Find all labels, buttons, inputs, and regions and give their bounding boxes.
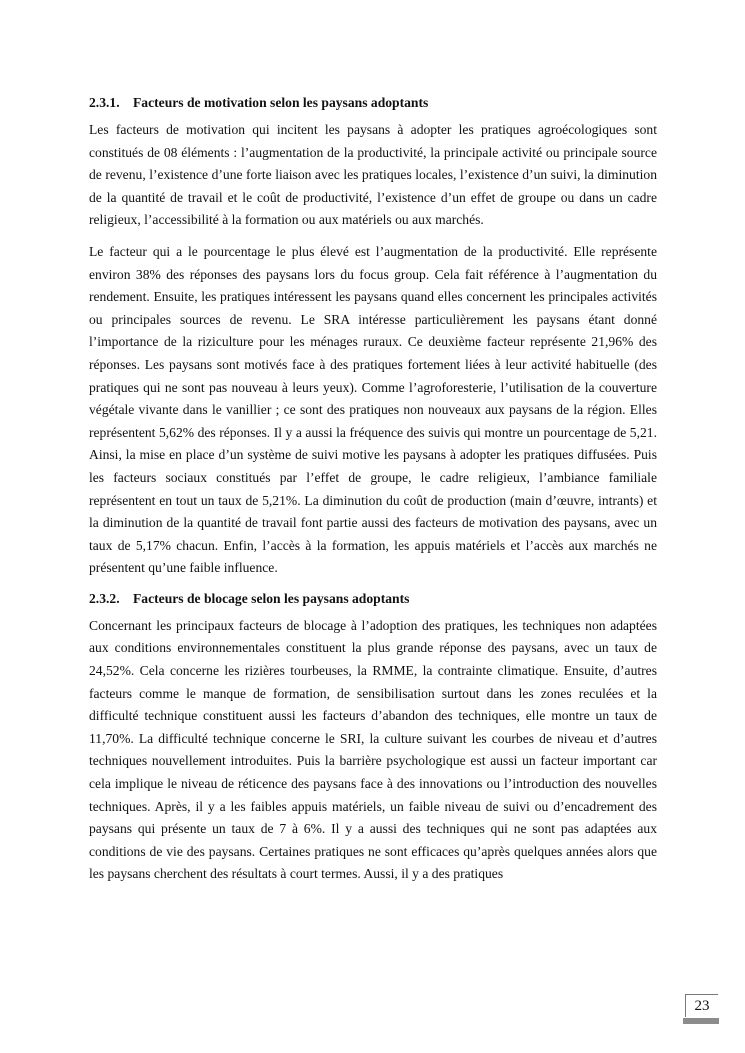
- section-heading-2-3-2: [89, 589, 657, 609]
- section-heading-2-3-1: [89, 93, 657, 113]
- section-number: 2.3.1.: [89, 95, 120, 110]
- section-number: 2.3.2.: [89, 590, 120, 606]
- paragraph: Les facteurs de motivation qui incitent les paysans à adopter les pratiques agroécologiques sont constitués de 08 éléments : l’augmentation de la productivité, la principale activité ou principale source de revenu, l’existence d’une forte liaison avec les pratiques locales, l’existence d’un suivi, la diminution de la quantité de travail et le coût de productivité, l’existence d’un effet de groupe ou dans un cadre religieux, l’accessibilité à la formation ou aux matériels ou aux marchés.: [89, 122, 657, 228]
- section-title: Facteurs de motivation selon les paysans adoptants: [133, 95, 429, 110]
- paragraph: Le facteur qui a le pourcentage le plus élevé est l’augmentation de la productivité. Elle représente environ 38% des réponses des paysans lors du focus group. Cela fait référence à l’augmentation du rendement. Ensuite, les pratiques intéressent les paysans quand elles concernent les principales activités ou principales sources de revenu. Le SRA intéresse particulièrement les paysans étant donné l’importance de la riziculture pour les ménages ruraux. Ce deuxième facteur représente 21,96% des réponses. Les paysans sont motivés face à des pratiques fortement liées à leur activité habituelle (des pratiques qui ne sont pas nouveau à leurs yeux). Comme l’agroforesterie, l’utilisation de la couverture végétale vivante dans le vanillier ; ce sont des pratiques non nouveaux aux paysans de la région. Elles représentent 5,62% des réponses. Il y a aussi la fréquence des suivis qui montre un pourcentage de 5,21. Ainsi, la mise en place d’un système de suivi motive les paysans à adopter les pratiques diffusées. Puis les facteurs sociaux constitués par l’effet de groupe, le cadre religieux, l’ambiance familiale représentent en tout un taux de 5,21%. La diminution du coût de production (main d’œuvre, intrants) et la diminution de la quantité de travail font partie aussi des facteurs de motivation des paysans, avec un taux de 5,17% chacun. Enfin, l’accès à la formation, les appuis matériels et l’accès aux marchés ne présentent qu’une faible influence.: [89, 243, 657, 576]
- page-content: [89, 93, 657, 895]
- page-number: 23: [685, 994, 718, 1017]
- paragraph: Concernant les principaux facteurs de blocage à l’adoption des pratiques, les techniques non adaptées aux conditions environnementales constituent la plus grande réponse des paysans, avec un taux de 24,52%. Cela concerne les rizières tourbeuses, la RMME, la contrainte climatique. Ensuite, d’autres facteurs comme le manque de formation, de sensibilisation surtout dans les zones reculées et la difficulté technique constituent aussi les facteurs d’abandon des techniques, elle montre un taux de 11,70%. La difficulté technique concerne le SRI, la culture suivant les courbes de niveau et d’autres techniques nouvellement introduites. Puis la barrière psychologique est aussi un facteur important car cela implique le niveau de réticence des paysans face à des innovations ou l’introduction des nouvelles techniques. Après, il y a les faibles appuis matériels, un faible niveau de suivi ou d’encadrement des paysans qui présente un taux de 7 à 6%. Il y a aussi des techniques qui ne sont pas adaptées aux conditions de vie des paysans. Certaines pratiques ne sont efficaces qu’après quelques années alors que les paysans cherchent des résultats à court termes. Aussi, il y a des pratiques: [89, 617, 657, 882]
- section-title: Facteurs de blocage selon les paysans adoptants: [133, 590, 410, 606]
- page-number-underline: [683, 1018, 719, 1024]
